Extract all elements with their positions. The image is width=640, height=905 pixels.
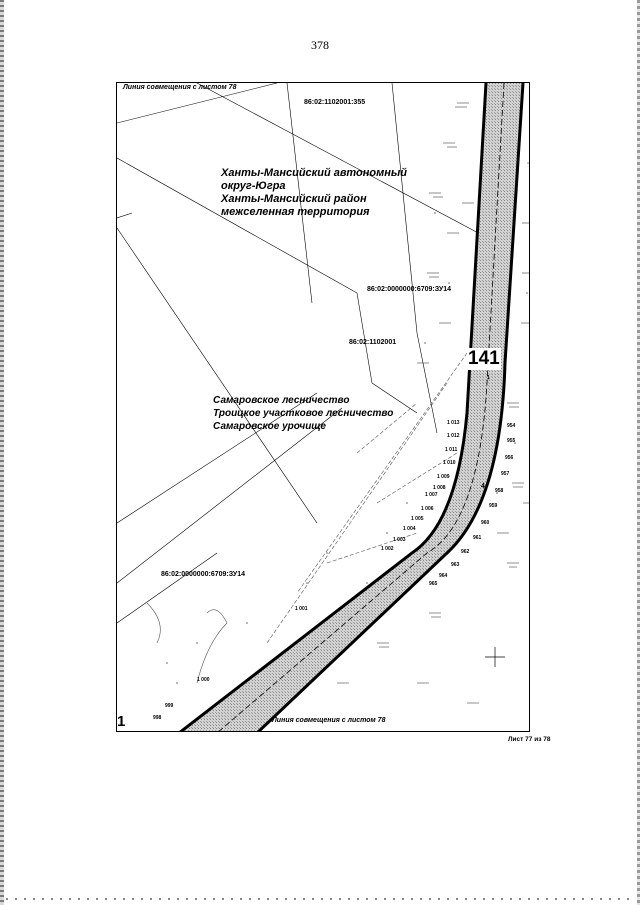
point-label: 955: [507, 438, 516, 444]
point-label: 1 011: [445, 447, 458, 453]
map-frame[interactable]: [116, 82, 530, 732]
region-line-2: округ-Югра: [221, 180, 286, 192]
river-squiggle: [147, 603, 227, 683]
point-label: 963: [451, 562, 460, 568]
sheet-label: Лист 77 из 78: [508, 736, 551, 743]
point-label: 965: [429, 581, 438, 587]
forestry-label: [213, 394, 393, 433]
cadastral-number-top: 86:02:1102001:355: [304, 99, 366, 106]
inner-mark: 4: [481, 483, 485, 490]
forest-line-1: Самаровское лесничество: [213, 395, 350, 406]
page-number: 378: [311, 38, 329, 52]
point-label: 1 002: [381, 546, 394, 552]
point-label: 960: [481, 520, 490, 526]
point-label: 999: [165, 703, 174, 709]
match-line-top: Линия совмещения с листом 78: [123, 84, 237, 91]
scan-edge-bottom: [6, 898, 634, 900]
match-line-bottom: Линия совмещения с листом 78: [272, 717, 386, 724]
point-label: 962: [461, 549, 470, 555]
forest-line-2: Троицкое участковое лесничество: [213, 408, 394, 419]
point-label: 1 006: [421, 506, 434, 512]
point-label: 959: [489, 503, 498, 509]
crosshair-mark: [485, 647, 505, 667]
region-line-1: Ханты-Мансийский автономный: [221, 167, 407, 179]
point-label: 1 001: [295, 606, 308, 612]
point-label: 1 000: [197, 677, 210, 683]
point-label: 1 009: [437, 474, 450, 480]
cadastral-block-label: 86:02:1102001: [349, 339, 397, 346]
corner-number: 1: [117, 713, 126, 730]
point-label: 1 005: [411, 516, 424, 522]
point-label: 1 012: [447, 433, 460, 439]
region-label: [221, 167, 407, 219]
point-label: 964: [439, 573, 448, 579]
point-label: 1 004: [403, 526, 416, 532]
cadastral-number-bottom: 86:02:0000000:6709:ЗУ14: [161, 571, 245, 578]
region-line-4: межселенная территория: [221, 206, 370, 218]
plot-number: 141: [468, 348, 500, 369]
scan-edge-left: [0, 0, 4, 905]
point-label: 998: [153, 715, 162, 721]
region-line-3: Ханты-Мансийский район: [221, 193, 367, 205]
point-label: 1 013: [447, 420, 460, 426]
inner-mark: 1: [487, 375, 490, 381]
point-label: 1 008: [433, 485, 446, 491]
point-label: 957: [501, 471, 510, 477]
point-label: 1 003: [393, 537, 406, 543]
forest-line-3: Самаровское урочище: [213, 421, 326, 432]
point-label: 1 010: [443, 460, 456, 466]
point-label: 1 007: [425, 492, 438, 498]
point-label: 956: [505, 455, 514, 461]
point-label: 961: [473, 535, 482, 541]
point-label: 958: [495, 488, 504, 494]
point-label: 954: [507, 423, 516, 429]
cadastral-number-mid: 86:02:0000000:6709:ЗУ14: [367, 286, 451, 293]
